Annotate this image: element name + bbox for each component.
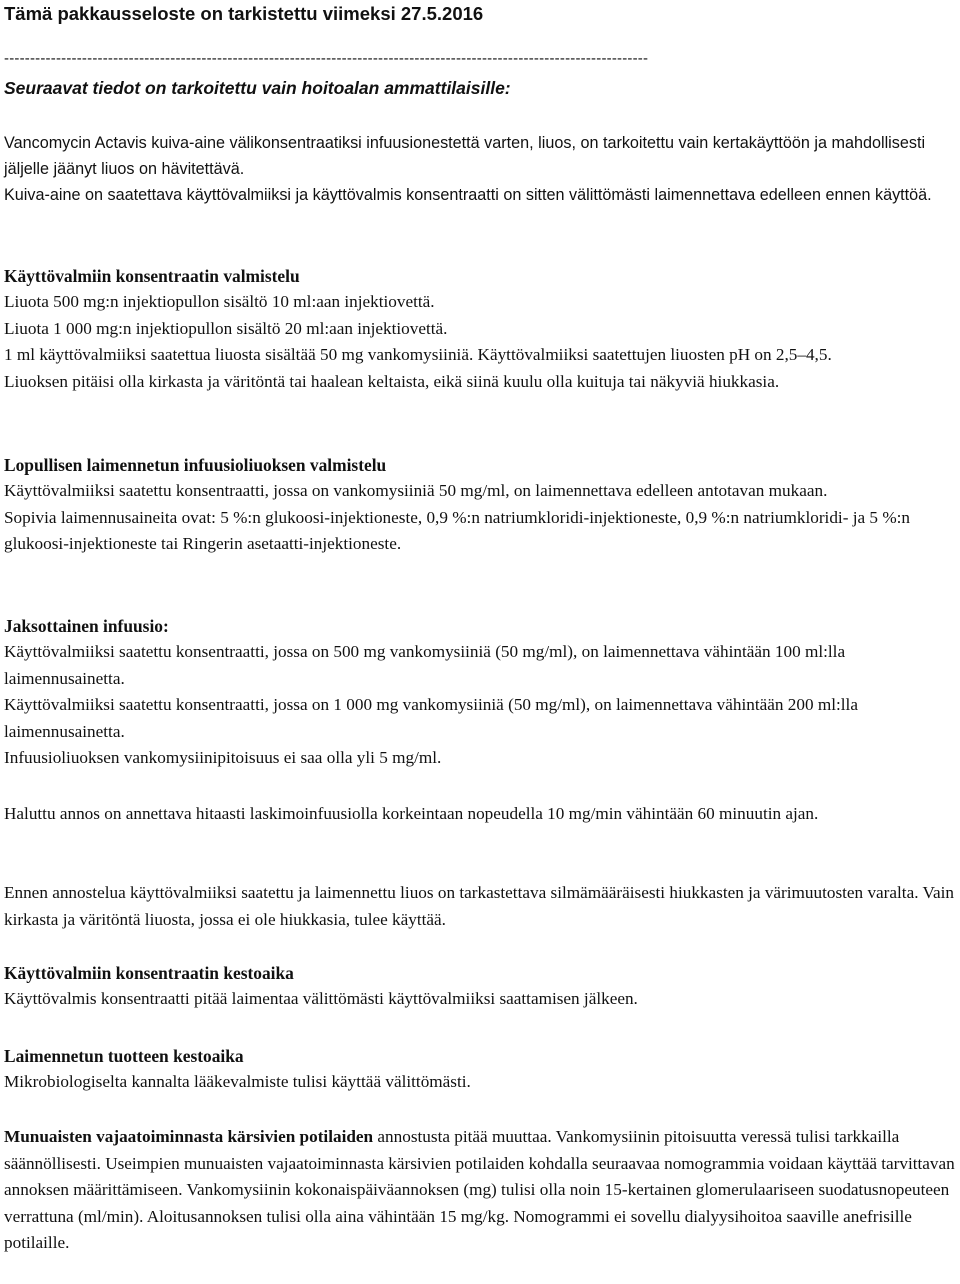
intermittent-line-2: Käyttövalmiiksi saatettu konsentraatti, jossa on 1 000 mg vankomysiiniä (50 mg/ml), on laimennettava vähintään 200 ml:lla laimennusainetta. bbox=[4, 695, 858, 741]
shelf-conc-heading: Käyttövalmiin konsentraatin kestoaika bbox=[4, 963, 294, 983]
intermittent-line-1: Käyttövalmiiksi saatettu konsentraatti, jossa on 500 mg vankomysiiniä (50 mg/ml), on laimennettava vähintään 100 ml:lla laimennusainetta. bbox=[4, 642, 846, 688]
prep-line-1: Liuota 500 mg:n injektiopullon sisältö 10 ml:aan injektiovettä. bbox=[4, 292, 435, 311]
prep-line-4: Liuoksen pitäisi olla kirkasta ja väritöntä tai haalean keltaista, eikä siinä kuulu olla kuituja tai näkyviä hiukkasia. bbox=[4, 371, 780, 391]
renal-bold-lead: Munuaisten vajaatoiminnasta kärsivien potilaiden bbox=[4, 1127, 374, 1146]
dilution-line-2: Sopivia laimennusaineita ovat: 5 %:n glukoosi-injektioneste, 0,9 %:n natriumkloridi-injektioneste, 0,9 %:n natriumkloridi- ja 5 %:n glukoosi-injektioneste tai Ringerin asetaatti-injektioneste. bbox=[4, 507, 911, 553]
inspection-section bbox=[4, 880, 958, 933]
prep-section bbox=[4, 263, 958, 395]
prep-line-3: 1 ml käyttövalmiiksi saatettua liuosta sisältää 50 mg vankomysiiniä. Käyttövalmiiksi saatettujen liuosten pH on 2,5–4,5. bbox=[4, 345, 832, 364]
dilution-line-1: Käyttövalmiiksi saatettu konsentraatti, jossa on vankomysiiniä 50 mg/ml, on laimennettava edelleen antotavan mukaan. bbox=[4, 481, 828, 500]
dilution-heading: Lopullisen laimennetun infuusioliuoksen valmistelu bbox=[4, 455, 387, 475]
inspection-paragraph: Ennen annostelua käyttövalmiiksi saatettu ja laimennettu liuos on tarkastettava silmämääräisesti hiukkasten ja värimuutosten varalta. Vain kirkasta ja väritöntä liuosta, jossa ei ole hiukkasia, tulee käyttää. bbox=[4, 883, 954, 929]
renal-paragraph bbox=[4, 1124, 958, 1257]
divider bbox=[4, 50, 958, 68]
renal-text: annostusta pitää muuttaa. Vankomysiinin pitoisuutta veressä tulisi tarkkailla säännöllisesti. Useimpien munuaisten vajaatoiminnasta kärsivien potilaiden kohdalla seuraavaa nomogrammia voidaan käyttää tarvittavan annoksen määrittämiseen. Vankomysiinin kokonaispäiväannoksen (mg) tulisi olla noin 15-kertainen glomerulaariseen suodatusnopeuteen verrattuna (ml/min). Aloitusannoksen tulisi olla aina vähintään 15 mg/kg. Nomogrammi ei sovellu dialyysihoitoa saaville anefrisille potilaille. bbox=[4, 1127, 955, 1252]
dose-section bbox=[4, 801, 874, 828]
shelf-conc-section bbox=[4, 960, 958, 1013]
professionals-section bbox=[4, 76, 958, 100]
professionals-heading: Seuraavat tiedot on tarkoitettu vain hoitoalan ammattilaisille: bbox=[4, 78, 511, 98]
intro-paragraph-2: Kuiva-aine on saatettava käyttövalmiiksi ja käyttövalmis konsentraatti on sitten välittömästi laimennettava edelleen ennen käyttöä. bbox=[4, 186, 932, 204]
intro-section bbox=[4, 130, 958, 208]
shelf-diluted-section bbox=[4, 1043, 958, 1096]
renal-section bbox=[4, 1124, 958, 1257]
revision-header bbox=[4, 2, 958, 26]
dose-paragraph: Haluttu annos on annettava hitaasti laskimoinfuusiolla korkeintaan nopeudella 10 mg/min vähintään 60 minuutin ajan. bbox=[4, 804, 819, 823]
dilution-section bbox=[4, 452, 958, 558]
intermittent-heading: Jaksottainen infuusio: bbox=[4, 616, 169, 636]
prep-heading: Käyttövalmiin konsentraatin valmistelu bbox=[4, 266, 300, 286]
shelf-conc-text: Käyttövalmis konsentraatti pitää laimentaa välittömästi käyttövalmiiksi saattamisen jälkeen. bbox=[4, 989, 638, 1008]
prep-line-2: Liuota 1 000 mg:n injektiopullon sisältö 20 ml:aan injektiovettä. bbox=[4, 318, 448, 338]
intro-paragraph-1: Vancomycin Actavis kuiva-aine välikonsentraatiksi infuusionestettä varten, liuos, on tarkoitettu vain kertakäyttöön ja mahdollisesti jäljelle jäänyt liuos on hävitettävä. bbox=[4, 134, 926, 178]
intermittent-line-3: Infuusioliuoksen vankomysiinipitoisuus ei saa olla yli 5 mg/ml. bbox=[4, 748, 442, 767]
revision-date: Tämä pakkausseloste on tarkistettu viimeksi 27.5.2016 bbox=[4, 3, 484, 24]
dashed-divider: ---------------------------------------------------------------------------------------------------------------------------- bbox=[4, 50, 649, 67]
shelf-diluted-heading: Laimennetun tuotteen kestoaika bbox=[4, 1046, 244, 1066]
shelf-diluted-text: Mikrobiologiselta kannalta lääkevalmiste tulisi käyttää välittömästi. bbox=[4, 1072, 471, 1091]
intermittent-section bbox=[4, 613, 958, 772]
